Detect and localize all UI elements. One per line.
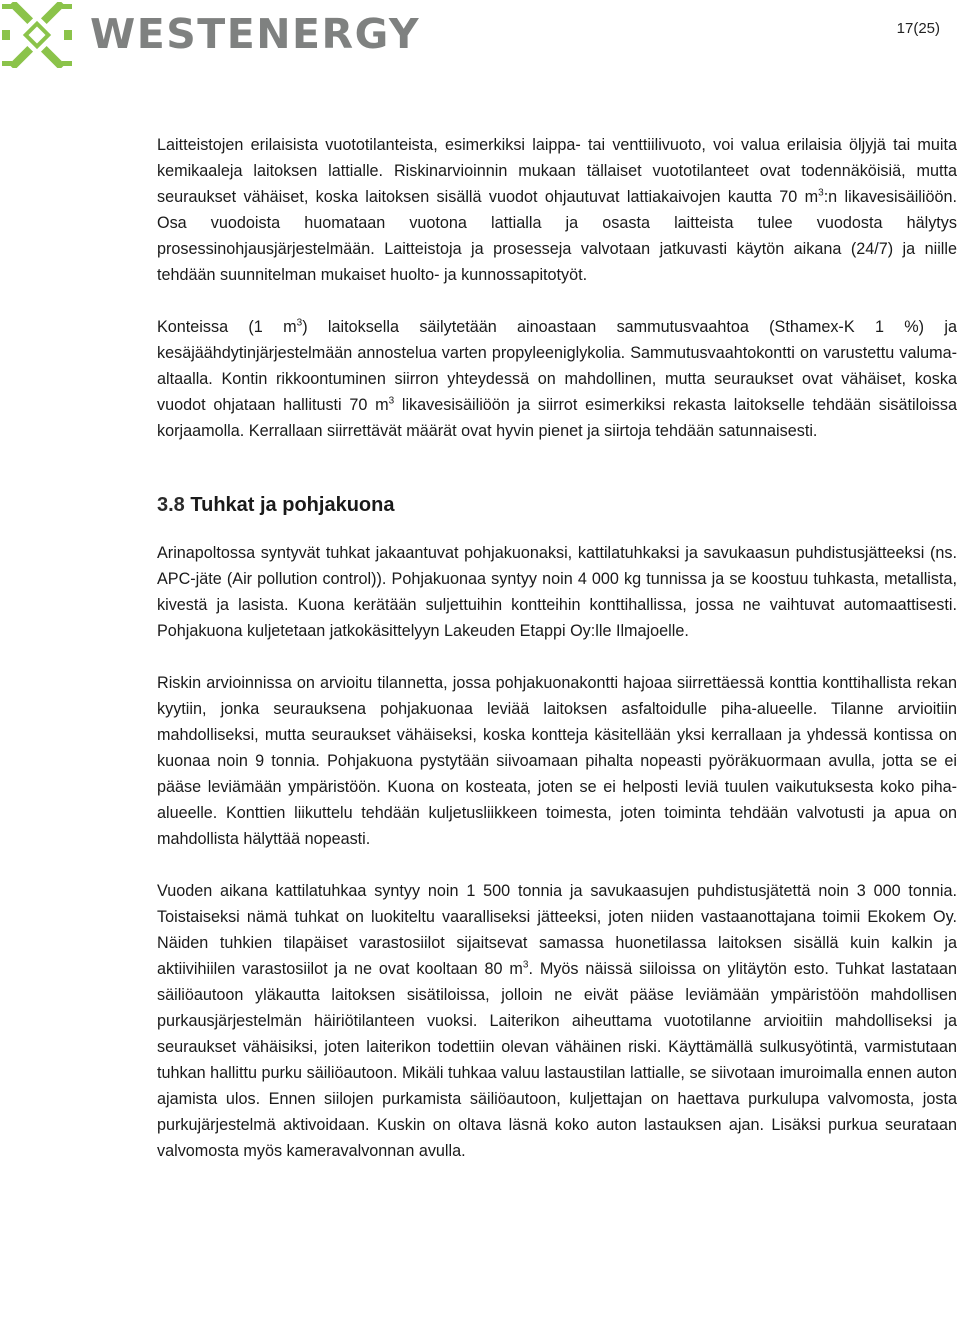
paragraph-ash-types: Arinapoltossa syntyvät tuhkat jakaantuvat pohjakuonaksi, kattilatuhkaksi ja savukaasun puhdistusjätteeksi (ns. APC-jäte (Air pollution control)). Pohjakuonaa syntyy noin 4 000 kg tunnissa ja se koostuu tuhkasta, metallista, kivestä ja lasista. Kuona kerätään suljettuihin kontteihin konttihallissa, jossa ne vaihtuvat automaattisesti. Pohjakuona kuljetetaan jatkokäsittelyyn Lakeuden Etappi Oy:lle Ilmajoelle. [157, 544, 957, 640]
paragraph-leaks: Laitteistojen erilaisista vuototilanteista, esimerkiksi laippa- tai venttiilivuoto, voi valua erilaisia öljyjä tai muita kemikaaleja laitoksen lattialle. Riskinarvioinnin mukaan tällaiset vuototilanteet ovat todennäköisiä, mutta seuraukset vähäiset, koska laitoksen sisällä vuodot ohjautuvat lattiakaivojen kautta 70 $m^3:n$ likavesisäiliöön. Osa vuodoista huomataan vuotona lattialla ja osasta laitteista tulee vuodosta hälytys prosessinohjausjärjestelmään. Laitteistoja ja prosesseja valvotaan jatkuvasti käytön aikana (24/7) ja niille tehdään suunnitelman mukaiset huolto- ja kunnossapitotyöt. [157, 136, 958, 284]
section-heading: 3.8 Tuhkat ja pohjakuona [157, 494, 395, 516]
paragraph-boiler-ash: Vuoden aikana kattilatuhkaa syntyy noin 1 500 tonnia ja savukaasujen puhdistusjätettä noin 3 000 tonnia. Toistaiseksi nämä tuhkat on luokiteltu vaaralliseksi jätteeksi, joten niiden vastaanottajana toimii Ekokem Oy. Näiden tuhkien tilapäiset varastosiilot sijaitsevat samassa huonetilassa laitoksen sisällä kuin kalkin ja aktiivihiilen varastosiilot ja ne ovat kooltaan 80 $m^3$. Myös näissä siiloissa on ylitäytön esto. Tuhkat lastataan säiliöautoon yläkautta laitoksen sisätiloissa, jolloin ne eivät pääse leviämään ympäristöön mahdollisen purkausjärjestelmän häiriötilanteen vuoksi. Laiterikon aiheuttama vuototilanne arvioitiin mahdolliseksi ja seuraukset vähäisiksi, joten laiterikon todettiin olevan vähäinen riski. Käyttämällä sulkusyötintä, varmistutaan tuhkan hallittu purku säiliöautoon. Mikäli tuhkaa valuu lastaustilan lattialle, se siivotaan imuroimalla ennen auton ajamista ulos. Ennen siilojen purkamista säiliöautoon, kuljettajan on haettava purkulupa valvomosta, josta purkujärjestelmä aktivoidaan. Kuskin on oltava läsnä koko auton lastauksen ajan. Lisäksi purkua seurataan valvomosta myös kameravalvonnan avulla. [157, 882, 958, 1160]
westenergy-logo-icon [2, 2, 72, 68]
paragraph-containers: Konteissa (1 $m^3$) laitoksella säilytetään ainoastaan sammutusvaahtoa (Sthamex-K 1 %) ja kesäjäähdytinjärjestelmään annostelua varten propyleeniglykolia. Sammutusvaahtokontti on varustettu valuma-altaalla. Kontin rikkoontuminen siirron yhteydessä on mahdollinen, mutta seuraukset ovat vähäiset, koska vuodot ohjataan hallitusti 70 $m^3$ likavesisäiliöön ja siirrot esimerkiksi rekasta laitokselle tehdään sisätiloissa korjaamolla. Kerrallaan siirrettävät määrät ovat hyvin pienet ja siirtoja tehdään satunnaisesti. [157, 317, 957, 440]
page-header [0, 0, 960, 70]
page-number: 17(25) [896, 20, 940, 37]
logo-wordmark: WESTENERGY [90, 10, 421, 58]
document-body [157, 132, 957, 1164]
paragraph-risk-assessment: Riskin arvioinnissa on arvioitu tilannetta, jossa pohjakuonakontti hajoaa siirrettäessä konttia konttihallista rekan kyytiin, jonka seurauksena pohjakuonaa leviää laitoksen asfaltoidulle piha-alueelle. Tilanne arvioitiin mahdolliseksi, mutta seuraukset vähäiseksi, koska kontteja käsitellään yksi kerrallaan ja yhdessä kontissa on kuonaa noin 9 tonnia. Pohjakuona pystytään siivoamaan pihalta nopeasti pyöräkuormaan avulla, jotta se ei pääse leviämään ympäristöön. Kuona on kosteata, joten se ei helposti leviä tuulen vaikutuksesta koko piha-alueelle. Konttien liikuttelu tehdään kuljetusliikkeen toimesta, joten toiminta tehdään valvotusti ja apua on mahdollista hälyttää nopeasti. [157, 674, 957, 848]
